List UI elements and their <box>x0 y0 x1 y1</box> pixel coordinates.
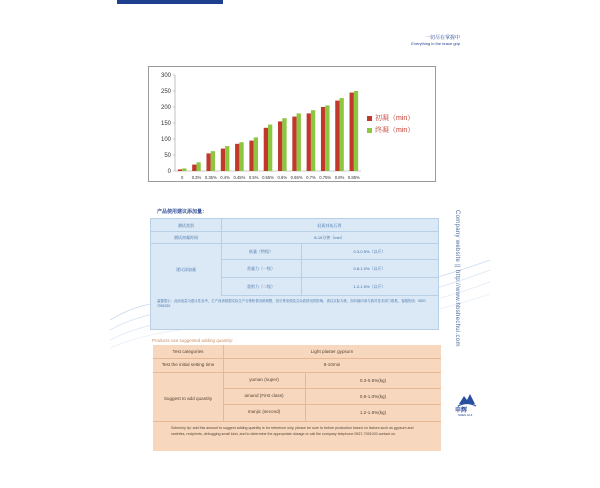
en-usage-table <box>153 345 441 451</box>
en-row2-right: 8-10min <box>323 362 341 367</box>
x-tick-label: 0.65% <box>290 175 303 180</box>
table-divider <box>153 372 441 373</box>
bar-initial <box>307 113 311 171</box>
y-tick-label: 50 <box>164 153 171 159</box>
x-tick-label: 0 <box>180 175 184 180</box>
tagline-en: Everything in the brace grip <box>411 41 460 46</box>
cn-row2-left: 测试初凝时间 <box>174 235 198 240</box>
y-tick-label: 150 <box>160 121 171 127</box>
en-section-title: Products use suggested adding quantity: <box>152 338 234 343</box>
bar-initial <box>235 144 239 171</box>
bar-initial <box>350 93 354 171</box>
bar-final <box>311 110 315 171</box>
tagline-cn: 一切尽在掌握中 <box>424 35 460 41</box>
chart-svg <box>149 67 435 181</box>
table-divider <box>223 404 441 405</box>
en-item-label: amand (First class) <box>244 393 284 398</box>
bar-final <box>182 168 186 171</box>
x-tick-label: 0.6% <box>277 175 288 180</box>
cn-header-right: 轻质抹灰石膏 <box>317 223 342 228</box>
cn-item-value: 0.8-1.0%（以斤） <box>353 266 386 271</box>
x-tick-label: 0.85% <box>347 175 360 180</box>
en-group-label: Suggest to add quantity <box>163 396 213 401</box>
x-tick-label: 0.55% <box>262 175 274 180</box>
bar-final <box>354 91 358 171</box>
table-divider <box>221 219 222 295</box>
table-divider <box>305 372 306 421</box>
bar-final <box>225 146 229 171</box>
bar-initial <box>321 107 325 171</box>
bar-initial <box>264 128 268 171</box>
table-row <box>221 243 438 260</box>
en-header-left: Test categories <box>172 349 204 354</box>
en-note: Solemnly tip: add this amount to suggest adding quantity is for reference only, please be sure to before production based on factors such as gypsum and varieties, recipients, debugging small kind, and to determine the appropriate dosage or call the company telephone 0537-7051020 contact us. <box>171 426 414 436</box>
bar-final <box>340 98 344 171</box>
y-tick-label: 250 <box>160 89 171 95</box>
table-row <box>221 259 438 278</box>
bar-initial <box>335 101 339 171</box>
cn-item-value: 0.3-0.5%（以斤） <box>353 249 386 254</box>
x-tick-label: 0.8% <box>334 175 345 180</box>
y-tick-label: 200 <box>160 105 171 111</box>
bar-final <box>254 137 258 171</box>
x-tick-label: 0.75% <box>319 175 332 180</box>
table-divider <box>223 345 224 421</box>
bar-initial <box>249 141 253 171</box>
logo-subtitle: SHEN HUI <box>458 413 473 417</box>
y-tick-label: 0 <box>167 169 171 175</box>
bar-initial <box>192 165 196 171</box>
bar-final <box>239 142 243 171</box>
bar-final <box>196 162 200 171</box>
bar-final <box>282 118 286 171</box>
cn-usage-table <box>150 218 439 330</box>
cn-header-left: 测试类别 <box>178 223 194 228</box>
y-tick-label: 100 <box>160 137 171 143</box>
y-tick-label: 300 <box>160 73 171 79</box>
x-tick-label: 0.5% <box>248 175 259 180</box>
cn-row2-right: 8-10分钟（min） <box>314 235 345 240</box>
bar-initial <box>292 117 296 171</box>
bar-initial <box>178 169 182 171</box>
x-tick-label: 0.4% <box>220 175 230 180</box>
legend-label-initial: 初凝（min） <box>375 115 415 122</box>
setting-time-chart <box>148 66 436 182</box>
en-item-value: 0.3-0.5%(kg) <box>359 378 387 383</box>
logo-name: 申辉 <box>455 408 468 414</box>
table-divider <box>153 358 441 359</box>
bar-initial <box>206 153 210 171</box>
x-tick-label: 0.3% <box>191 175 202 180</box>
bar-initial <box>221 149 225 171</box>
legend-label-final: 终凝（min） <box>375 127 415 134</box>
x-tick-label: 0.35% <box>204 175 217 180</box>
en-item-value: 1.2-1.5%(kg) <box>359 410 387 415</box>
cn-group-label: 建议添加量 <box>176 267 196 272</box>
legend-item-initial <box>367 113 414 123</box>
bar-final <box>211 151 215 171</box>
en-header-right: Light plaster gypsum <box>310 349 354 354</box>
x-tick-label: 0.7% <box>306 175 316 180</box>
cn-section-title: 产品使用建议添加量： <box>157 209 208 215</box>
legend-item-final <box>367 125 414 135</box>
x-tick-label: 0.45% <box>233 175 246 180</box>
legend-swatch-initial <box>367 116 372 121</box>
cn-item-value: 1.2-1.5%（以斤） <box>353 284 386 289</box>
en-item-label: yuman (super) <box>249 377 279 382</box>
table-divider <box>301 243 302 295</box>
table-divider <box>223 388 441 389</box>
legend-swatch-final <box>367 128 372 133</box>
top-accent-bar <box>117 0 223 4</box>
cn-item-label: 重剪力（二级） <box>247 284 275 289</box>
table-divider <box>153 421 441 422</box>
company-website-vertical: Company website || http://www.hbshechui.com <box>454 210 460 347</box>
en-item-label: manjic (second) <box>247 409 281 414</box>
bar-initial <box>278 121 282 171</box>
cn-item-label: 常量力（一级） <box>247 266 275 271</box>
en-row2-left: Test the initial setting time <box>161 362 215 367</box>
bar-final <box>297 113 301 171</box>
bar-final <box>268 125 272 171</box>
en-item-value: 0.8-1.0%(kg) <box>359 394 387 399</box>
cn-item-label: 低量（特级） <box>249 249 273 254</box>
bar-final <box>325 105 329 171</box>
cn-note: 温馨提示：此添加量为建议性参考，生产前请根据实际生产石膏粉情况做调整，因石膏来源及含杂质情况的影响，请以实际为准，如有疑问请与我司技术部门联系，客服热线：0537-7051020 <box>157 299 427 308</box>
table-row <box>221 277 438 296</box>
